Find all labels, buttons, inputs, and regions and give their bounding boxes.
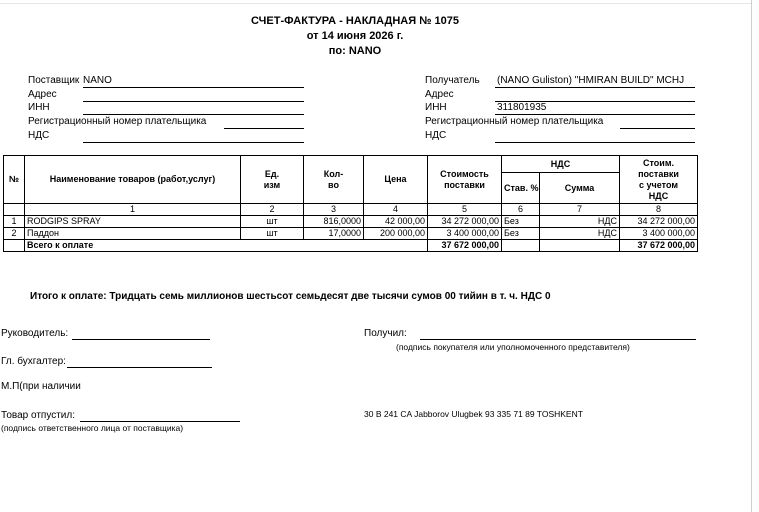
page-top-border [0,3,751,4]
row-qty: 816,0000 [304,216,364,228]
recipient-underline [495,87,695,88]
header-cost: Стоимость поставки [428,156,502,204]
row-unit: шт [241,216,304,228]
accountant-signature-line [67,367,212,368]
row-total: 34 272 000,00 [620,216,698,228]
row-nds-rate: Без [502,216,540,228]
head-label: Руководитель: [1,328,69,339]
col-num: 6 [502,204,540,216]
table-row [4,228,698,240]
header-unit: Ед. изм [241,156,304,204]
supplier-nds-label: НДС [28,130,50,141]
invoice-title: СЧЕТ-ФАКТУРА - НАКЛАДНАЯ № 1075 [251,15,459,27]
received-signature-line [420,339,696,340]
col-num: 8 [620,204,698,216]
row-cost: 3 400 000,00 [428,228,502,240]
supplier-inn-label: ИНН [28,102,50,113]
col-num: 5 [428,204,502,216]
page-right-border [751,0,752,512]
supplier-address-label: Адрес [28,89,57,100]
supplier-reg-label: Регистрационный номер плательщика [28,116,207,127]
col-num: 4 [364,204,428,216]
received-label: Получил: [364,328,407,339]
header-total: Стоим. поставки с учетом НДС [620,156,698,204]
released-label: Товар отпустил: [1,410,75,421]
recipient-inn-label: ИНН [425,102,447,113]
supplier-nds-underline [83,142,304,143]
total-cost: 37 672 000,00 [428,240,502,252]
row-name: Паддон [25,228,241,240]
recipient-nds-label: НДС [425,130,447,141]
received-note: (подпись покупателя или уполномоченного представителя) [396,342,630,352]
supplier-underline [83,87,304,88]
recipient-reg-underline [620,128,695,129]
supplier-value: NANO [83,75,112,86]
contact-address: 30 B 241 CA Jabborov Ulugbek 93 335 71 89 TOSHKENT [364,409,583,419]
header-price: Цена [364,156,428,204]
released-signature-line [80,421,240,422]
recipient-value: (NANO Guliston) "HMIRAN BUILD" MCHJ [497,75,685,86]
row-nds-sum: НДС [540,216,620,228]
invoice-date: от 14 июня 2026 г. [306,30,404,42]
table-header-row [4,156,698,173]
recipient-reg-label: Регистрационный номер плательщика [425,116,604,127]
recipient-nds-underline [495,142,695,143]
row-no: 1 [4,216,25,228]
table-row [4,216,698,228]
header-qty: Кол- во [304,156,364,204]
row-nds-rate: Без [502,228,540,240]
row-qty: 17,0000 [304,228,364,240]
supplier-address-underline [83,101,304,102]
released-note: (подпись ответственного лица от поставщика) [1,423,184,433]
row-no: 2 [4,228,25,240]
row-nds-sum: НДС [540,228,620,240]
total-total: 37 672 000,00 [620,240,698,252]
recipient-address-label: Адрес [425,89,454,100]
header-nds-sum: Сумма [540,173,620,204]
row-unit: шт [241,228,304,240]
row-total: 3 400 000,00 [620,228,698,240]
invoice-items-table [3,155,698,252]
header-nds-rate: Став. % [502,173,540,204]
row-price: 200 000,00 [364,228,428,240]
recipient-label: Получатель [425,75,480,86]
col-num: 1 [25,204,241,216]
row-cost: 34 272 000,00 [428,216,502,228]
recipient-inn-value: 311801935 [497,102,547,113]
column-numbers-row [4,204,698,216]
table-total-row [4,240,698,252]
row-price: 42 000,00 [364,216,428,228]
supplier-label: Поставщик [28,75,80,86]
stamp-label: М.П(при наличии [1,381,81,392]
col-num: 7 [540,204,620,216]
supplier-reg-underline [224,128,304,129]
header-nds: НДС [502,156,620,173]
header-name: Наименование товаров (работ,услуг) [25,156,241,204]
head-signature-line [72,339,210,340]
total-label: Всего к оплате [25,240,428,252]
invoice-branch: по: NANO [328,45,382,57]
recipient-inn-underline [495,114,695,115]
amount-in-words: Итого к оплате: Тридцать семь миллионов шестьсот семьдесят две тысячи сумов 00 тийин в т. ч. НДС 0 [30,291,551,302]
accountant-label: Гл. бухгалтер: [1,356,66,367]
row-name: RODGIPS SPRAY [25,216,241,228]
header-no: № [4,156,25,204]
col-num: 2 [241,204,304,216]
col-num: 3 [304,204,364,216]
supplier-inn-underline [83,114,304,115]
